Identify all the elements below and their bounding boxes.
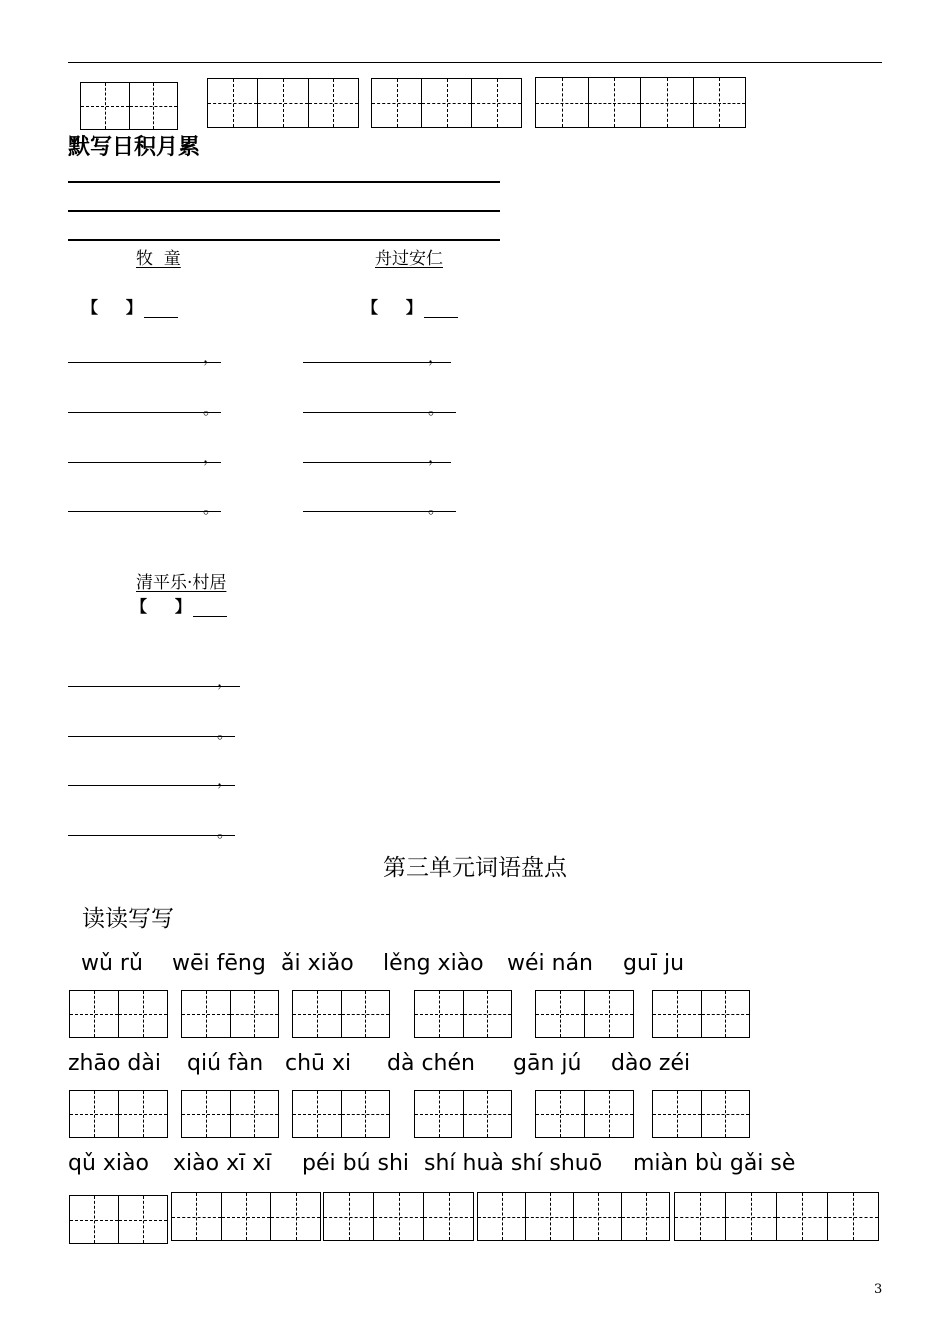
writing-box-2[interactable] [652, 990, 750, 1038]
punctuation: 。 [203, 399, 220, 418]
page-number: 3 [874, 1282, 883, 1297]
pinyin-label: miàn bù gǎi sè [633, 1151, 796, 1176]
writing-box-2[interactable] [652, 1090, 750, 1138]
poem-line-blank[interactable] [68, 736, 235, 737]
punctuation: ， [217, 770, 234, 789]
poem-line-blank[interactable] [68, 511, 221, 512]
pinyin-label: wéi nán [507, 951, 594, 976]
writing-box-2[interactable] [535, 1090, 634, 1138]
pinyin-label: dà chén [387, 1051, 475, 1076]
pinyin-label: wēi fēng [172, 951, 266, 976]
writing-box-2[interactable] [414, 990, 512, 1038]
author-bracket: 【 】 [82, 295, 178, 318]
writing-box-2[interactable] [69, 1090, 168, 1138]
writing-box-2[interactable] [80, 82, 178, 130]
punctuation: 。 [217, 723, 234, 742]
poem-line-blank[interactable] [68, 835, 235, 836]
pinyin-label: lěng xiào [383, 951, 484, 976]
writing-box-3[interactable] [171, 1192, 321, 1241]
poem-title: 清平乐·村居 [136, 573, 227, 593]
writing-box-3[interactable] [323, 1192, 474, 1241]
poem-title: 舟过安仁 [375, 249, 443, 269]
poem-title: 牧 童 [136, 249, 181, 269]
pinyin-label: wǔ rǔ [81, 951, 143, 976]
writing-box-2[interactable] [535, 990, 634, 1038]
writing-box-2[interactable] [414, 1090, 512, 1138]
subheading: 读读写写 [82, 906, 174, 932]
poem-line-blank[interactable] [68, 462, 221, 463]
writing-box-3[interactable] [207, 78, 359, 128]
author-bracket: 【 】 [131, 594, 227, 617]
unit-title: 第三单元词语盘点 [383, 855, 567, 881]
poem-line-blank[interactable] [68, 686, 240, 687]
pinyin-label: xiào xī xī [173, 1151, 272, 1176]
poem-line-blank[interactable] [68, 362, 221, 363]
answer-line[interactable] [68, 239, 500, 241]
writing-box-2[interactable] [181, 1090, 279, 1138]
punctuation: 。 [428, 399, 445, 418]
writing-box-4[interactable] [477, 1192, 670, 1241]
pinyin-label: zhāo dài [68, 1051, 161, 1076]
pinyin-label: shí huà shí shuō [424, 1151, 603, 1176]
poem-line-blank[interactable] [68, 412, 221, 413]
writing-box-4[interactable] [535, 77, 746, 128]
top-rule [68, 62, 882, 63]
writing-box-2[interactable] [292, 990, 390, 1038]
answer-line[interactable] [68, 210, 500, 212]
punctuation: ， [428, 347, 445, 366]
pinyin-label: qǔ xiào [68, 1151, 149, 1176]
punctuation: ， [217, 671, 234, 690]
punctuation: 。 [428, 498, 445, 517]
writing-box-2[interactable] [69, 990, 168, 1038]
punctuation: ， [203, 347, 220, 366]
pinyin-label: chū xi [285, 1051, 352, 1076]
punctuation: ， [428, 447, 445, 466]
punctuation: ， [203, 447, 220, 466]
section-title: 默写日积月累 [68, 135, 201, 160]
writing-box-2[interactable] [292, 1090, 390, 1138]
poem-line-blank[interactable] [68, 785, 235, 786]
answer-line[interactable] [68, 181, 500, 183]
punctuation: 。 [203, 498, 220, 517]
pinyin-label: péi bú shi [302, 1151, 410, 1176]
punctuation: 。 [217, 822, 234, 841]
writing-box-2[interactable] [69, 1195, 168, 1244]
pinyin-label: dào zéi [611, 1051, 691, 1076]
pinyin-label: gān jú [513, 1051, 582, 1076]
writing-box-3[interactable] [371, 78, 522, 128]
writing-box-2[interactable] [181, 990, 279, 1038]
pinyin-label: guī ju [623, 951, 685, 976]
pinyin-label: qiú fàn [187, 1051, 264, 1076]
pinyin-label: ǎi xiǎo [281, 951, 354, 976]
author-bracket: 【 】 [362, 295, 458, 318]
writing-box-4[interactable] [674, 1192, 879, 1241]
